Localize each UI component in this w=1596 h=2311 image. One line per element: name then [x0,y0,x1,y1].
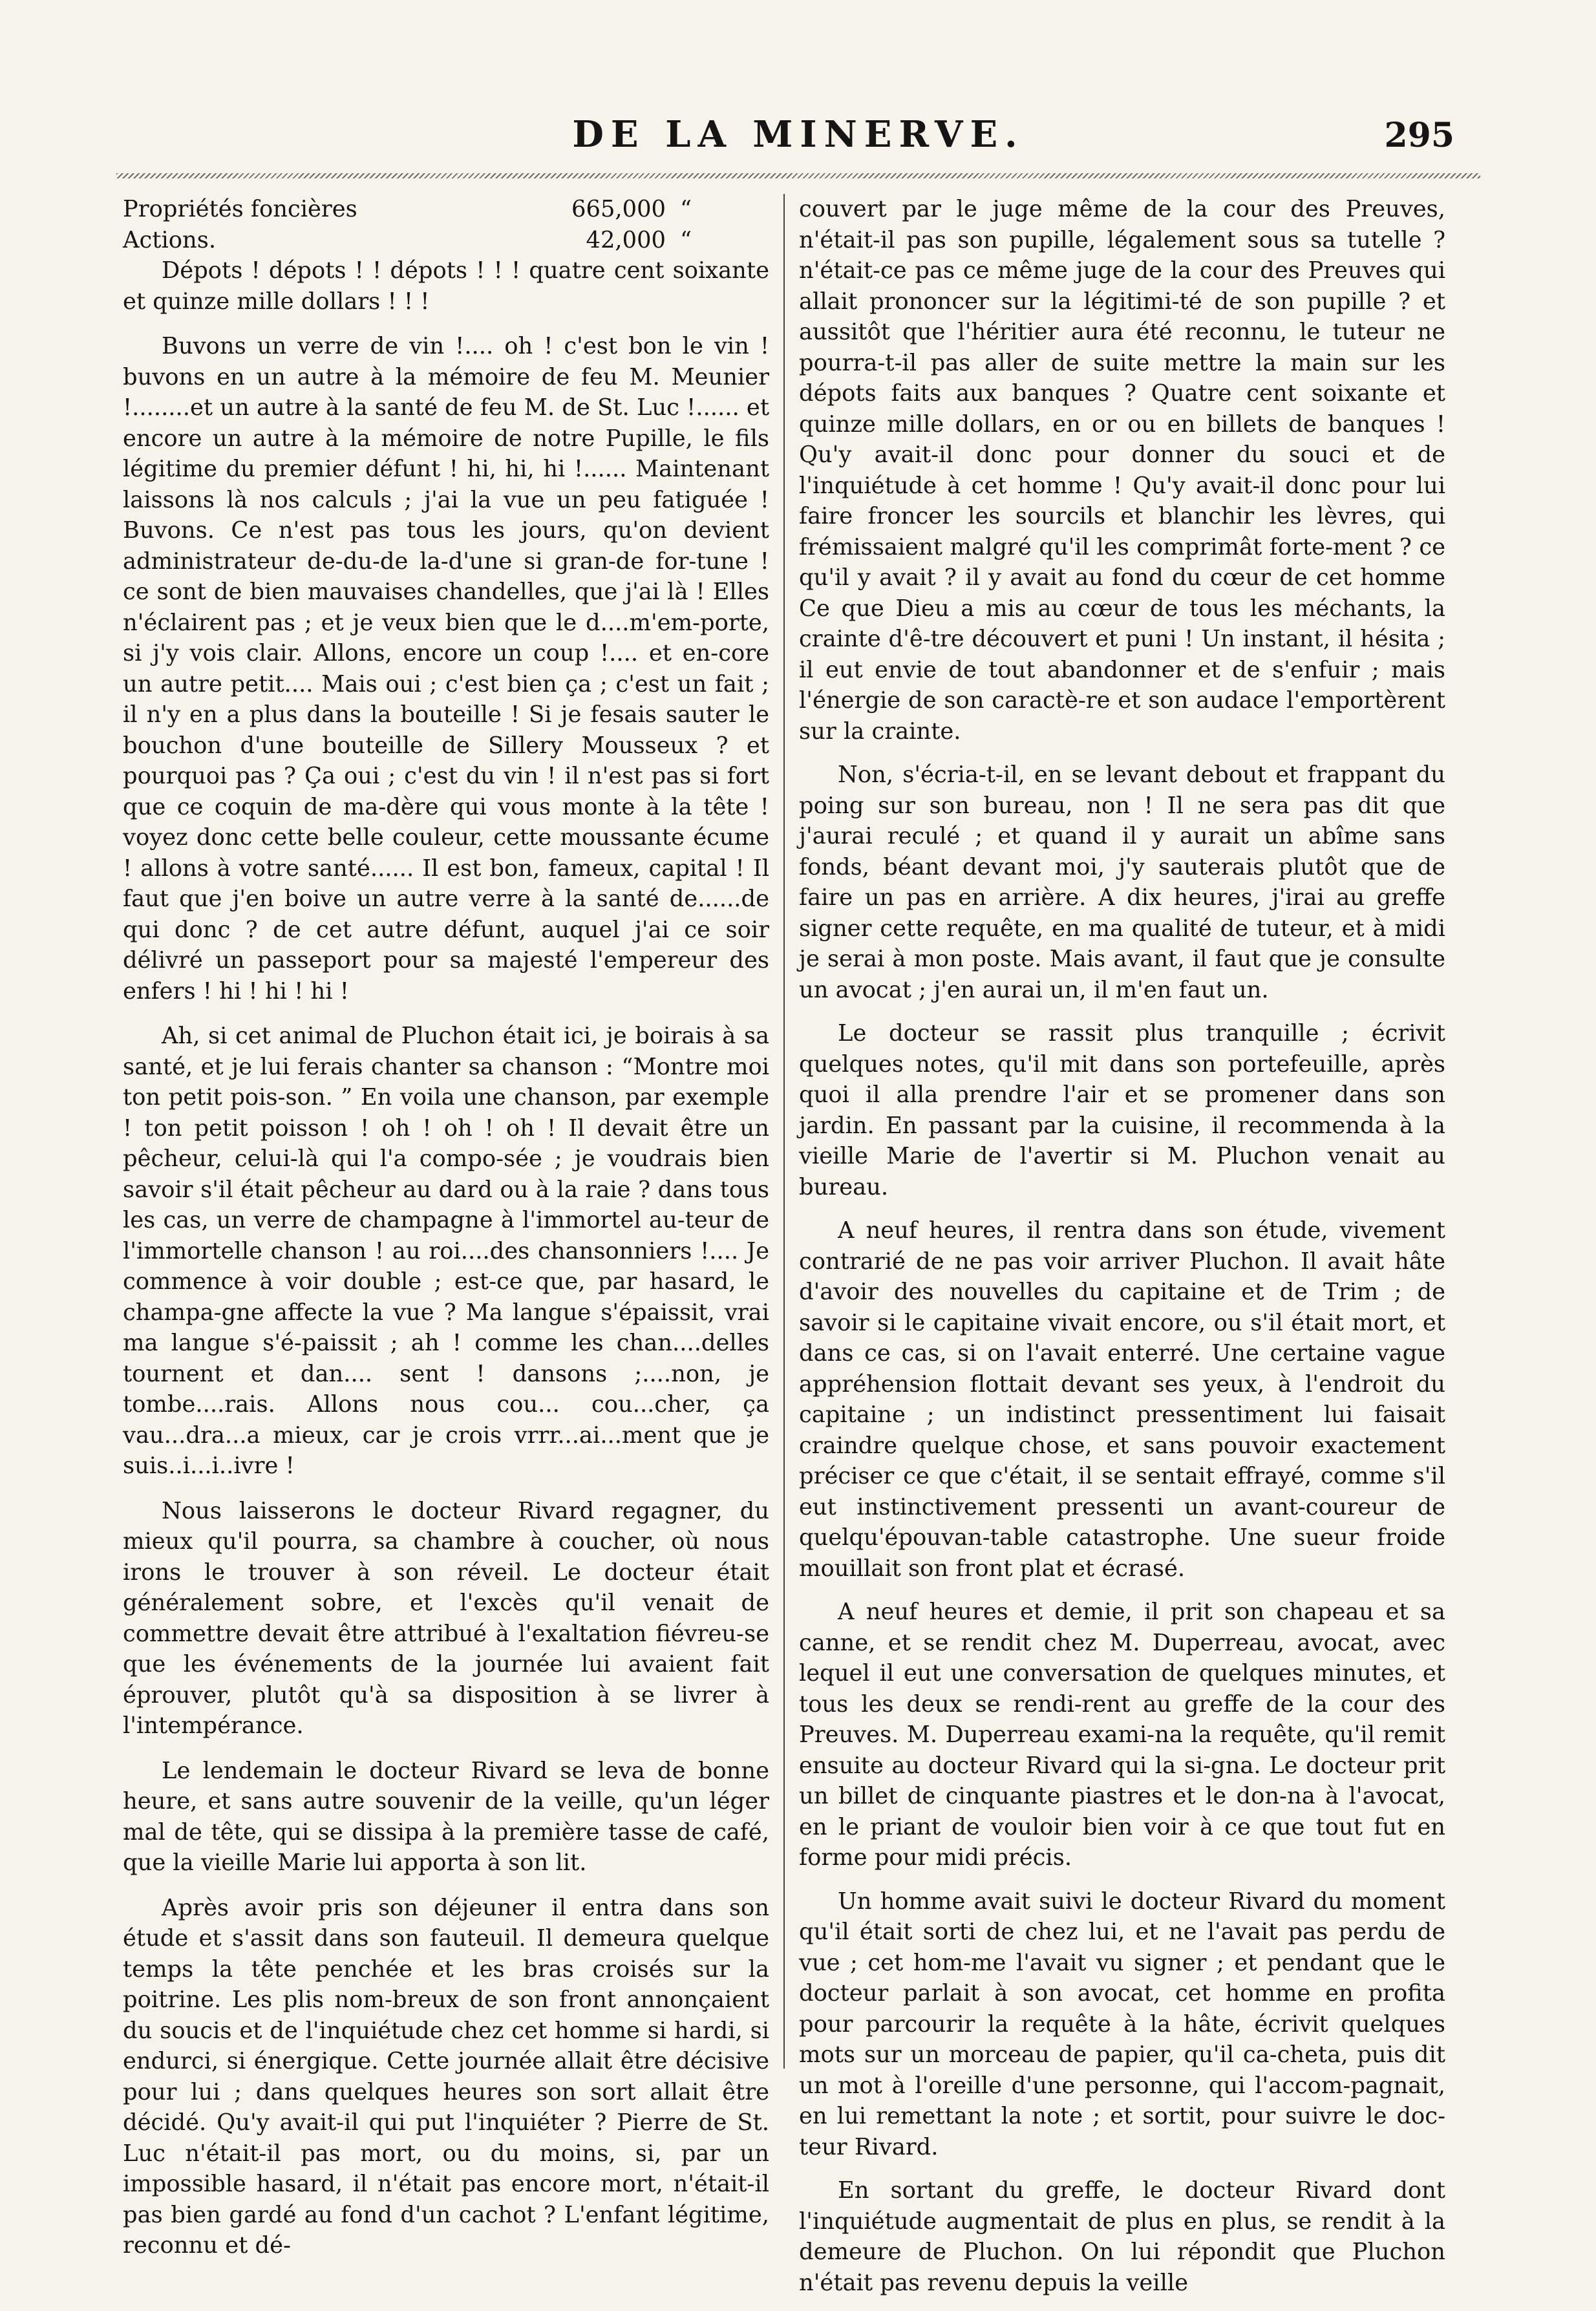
finance-amount [498,225,769,256]
paragraph: Non, s'écria-t-il, en se levant debout et frappant du poing sur son bureau, non ! Il ne sera pas dit que j'aurai reculé ; et quand il y aurait un abîme sans fonds, béant devant moi, j'y sauterais plutôt que de faire un pas en arrière. A dix heures, j'irai au greffe signer cette requête, en ma qualité de tuteur, et à midi je serai à mon poste. Mais avant, il faut que je consulte un avocat ; j'en aurai un, il m'en faut un. [799,761,1445,1003]
ditto-mark: “ [679,226,692,253]
paragraph: Le lendemain le docteur Rivard se leva de bonne heure, et sans autre souvenir de la veille, qu'un léger mal de tête, qui se dissipa à la première tasse de café, que la vieille Marie lui apporta à son lit. [123,1757,769,1876]
finance-amount-value: 42,000 [586,226,666,253]
finance-label: Propriétés foncières [123,196,357,222]
paragraph: Nous laisserons le docteur Rivard regagner, du mieux qu'il pourra, sa chambre à coucher, où nous irons le trouver à son réveil. Le docteur était généralement sobre, et l'excès qu'il venait de commettre devait être attribué à l'exaltation fiévreu-se que les événements de la journée lui avaient fait éprouver, plutôt qu'à sa disposition à se livrer à l'intempérance. [123,1497,769,1739]
column-divider [783,194,785,2069]
finance-row [123,194,769,225]
running-title: DE LA MINERVE. [572,113,1025,156]
right-column [799,194,1445,2311]
paragraph: En sortant du greffe, le docteur Rivard dont l'inquiétude augmentait de plus en plus, se rendit à la demeure de Pluchon. On lui répondit que Pluchon n'était pas revenu depuis la veille [799,2177,1445,2296]
page-number: 295 [1384,116,1454,155]
finance-amount-value: 665,000 [571,196,666,222]
paragraph: Dépots ! dépots ! ! dépots ! ! ! quatre cent soixante et quinze mille dollars ! ! ! [123,257,769,315]
left-column [123,194,769,2275]
paragraph: Un homme avait suivi le docteur Rivard du moment qu'il était sorti de chez lui, et ne l'avait pas perdu de vue ; cet hom-me l'avait vu signer ; et pendant que le docteur parlait à son avocat, cet homme en profita pour parcourir la requête à la hâte, écrivit quelques mots sur un morceau de papier, qu'il ca-cheta, puis dit un mot à l'oreille d'une personne, qui l'accom-pagnait, en lui remettant la note ; et sortit, pour suivre le doc-teur Rivard. [799,1888,1445,2160]
finance-label: Actions. [123,226,217,253]
paragraph: A neuf heures et demie, il prit son chapeau et sa canne, et se rendit chez M. Duperreau, avocat, avec lequel il eut une conversation de quelques minutes, et tous les deux se rendi-rent au greffe de la cour des Preuves. M. Duperreau exami-na la requête, qu'il remit ensuite au docteur Rivard qui la si-gna. Le docteur prit un billet de cinquante piastres et le don-na à l'avocat, en le priant de vouloir bien voir à ce que tout fut en forme pour midi précis. [799,1599,1445,1871]
paragraph: Buvons un verre de vin !.... oh ! c'est bon le vin ! buvons en un autre à la mémoire de feu M. Meunier !........et un autre à la santé de feu M. de St. Luc !...... et encore un autre à la mémoire de notre Pupille, le fils légitime du premier défunt ! hi, hi, hi !...... Maintenant laissons là nos calculs ; j'ai la vue un peu fatiguée ! Buvons. Ce n'est pas tous les jours, qu'on devient administrateur de-du-de la-d'une si gran-de for-tune ! ce sont de bien mauvaises chandelles, que j'ai là ! Elles n'éclairent pas ; et je veux bien que le d....m'em-porte, si j'y vois clair. Allons, encore un coup !.... et en-core un autre petit.... Mais oui ; c'est bien ça ; c'est un fait ; il n'y en a plus dans la bouteille ! Si je fesais sauter le bouchon d'une bouteille de Sillery Mousseux ? et pourquoi pas ? Ça oui ; c'est du vin ! il n'est pas si fort que ce coquin de ma-dère qui vous monte à la tête ! voyez donc cette belle couleur, cette moussante écume ! allons à votre santé...... Il est bon, fameux, capital ! Il faut que j'en boive un autre verre à la santé de......de qui donc ? de cet autre défunt, auquel j'ai ce soir délivré un passeport pour sa majesté l'empereur des enfers ! hi ! hi ! hi ! [123,333,769,1005]
paragraph: Ah, si cet animal de Pluchon était ici, je boirais à sa santé, et je lui ferais chanter sa chanson : “Montre moi ton petit pois-son. ” En voila une chanson, par exemple ! ton petit poisson ! oh ! oh ! oh ! Il devait être un pêcheur, celui-là qui l'a compo-sée ; je voudrais bien savoir s'il était pêcheur au dard ou à la raie ? dans tous les cas, un verre de champagne à l'immortel au-teur de l'immortelle chanson ! au roi....des chansonniers !.... Je commence à voir double ; est-ce que, par hasard, le champa-gne affecte la vue ? Ma langue s'épaissit, vrai ma langue s'é-paissit ; ah ! comme les chan....delles tournent et dan.... sent ! dansons ;....non, je tombe....rais. Allons nous cou... cou...cher, ça vau...dra...a mieux, car je crois vrrr...ai...ment que je suis..i...i..ivre ! [123,1023,769,1479]
ditto-mark: “ [679,196,692,222]
header-rule [116,173,1480,178]
page-header [116,113,1480,165]
finance-amount [498,194,769,225]
paragraph: Le docteur se rassit plus tranquille ; écrivit quelques notes, qu'il mit dans son portefeuille, après quoi il alla prendre l'air et se promener dans son jardin. En passant par la cuisine, il recommenda à la vieille Marie de l'avertir si M. Pluchon venait au bureau. [799,1020,1445,1200]
finance-row [123,225,769,256]
paragraph: Après avoir pris son déjeuner il entra dans son étude et s'assit dans son fauteuil. Il demeura quelque temps la tête penchée et les bras croisés sur la poitrine. Les plis nom-breux de son front annonçaient du soucis et de l'inquiétude chez cet homme si hardi, si endurci, si énergique. Cette journée allait être décisive pour lui ; dans quelques heures son sort allait être décidé. Qu'y avait-il qui put l'inquiéter ? Pierre de St. Luc n'était-il pas mort, ou du moins, si, par un impossible hasard, il n'était pas encore mort, n'était-il pas bien gardé au fond d'un cachot ? L'enfant légitime, reconnu et dé- [123,1894,769,2259]
paragraph: couvert par le juge même de la cour des Preuves, n'était-il pas son pupille, légalement sous sa tutelle ? n'était-ce pas ce même juge de la cour des Preuves qui allait prononcer sur la légitimi-té de son pupille ? et aussitôt que l'héritier aura été reconnu, le tuteur ne pourra-t-il pas aller de suite mettre la main sur les dépots faits aux banques ? Quatre cent soixante et quinze mille dollars, en or ou en billets de banques ! Qu'y avait-il donc pour donner du souci et de l'inquiétude à cet homme ! Qu'y avait-il donc pour lui faire froncer les sourcils et blanchir les lèvres, qui frémissaient malgré qu'il les comprimât forte-ment ? ce qu'il y avait ? il y avait au fond du cœur de cet homme Ce que Dieu a mis au cœur de tous les méchants, la crainte d'ê-tre découvert et puni ! Un instant, il hésita ; il eut envie de tout abandonner et de s'enfuir ; mais l'énergie de son caractè-re et son audace l'emportèrent sur la crainte. [799,196,1445,745]
paragraph: A neuf heures, il rentra dans son étude, vivement contrarié de ne pas voir arriver Pluchon. Il avait hâte d'avoir des nouvelles du capitaine et de Trim ; de savoir si le capitaine vivait encore, ou s'il était mort, et dans ce cas, si on l'avait enterré. Une certaine vague appréhension flottait devant ses yeux, à l'endroit du capitaine ; un indistinct pressentiment lui faisait craindre quelque chose, et sans pouvoir exactement préciser ce que c'était, il se sentait effrayé, comme s'il eut instinctivement pressenti un avant-coureur de quelqu'épouvan-table catastrophe. Une sueur froide mouillait son front plat et écrasé. [799,1217,1445,1582]
